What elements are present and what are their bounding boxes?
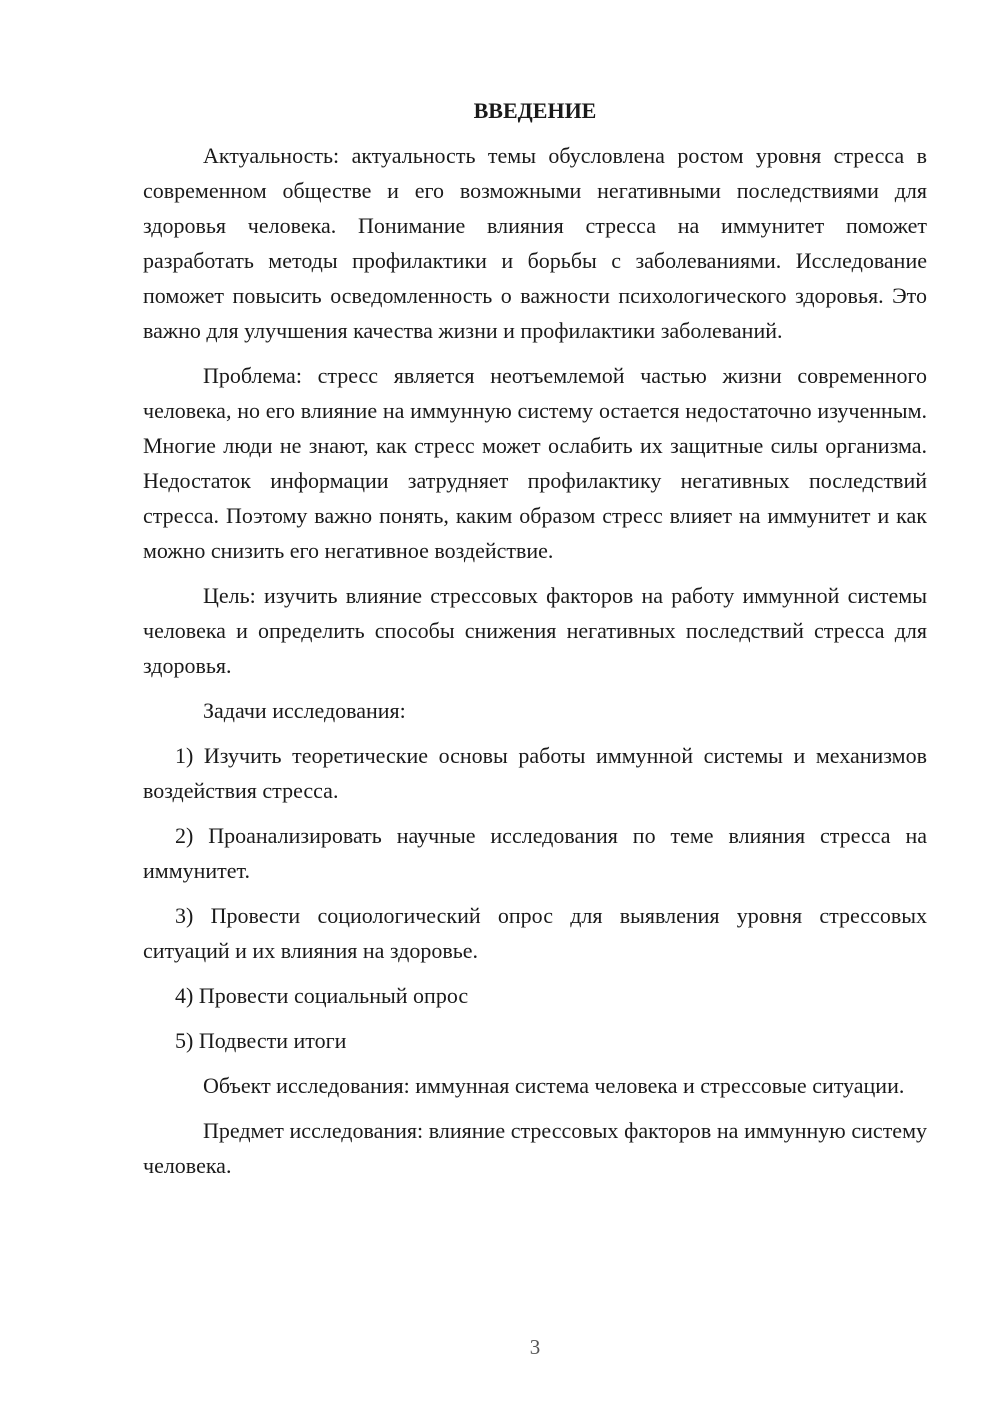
paragraph-problem: Проблема: стресс является неотъемлемой частью жизни современного человека, но его влияние на иммунную систему остается недостаточно изученным. Многие люди не знают, как стресс может ослабить их защитные силы организма. Недостаток информации затрудняет профилактику негативных последствий стресса. Поэтому важно понять, каким образом стресс влияет на иммунитет и как можно снизить его негативное воздействие.: [143, 363, 927, 563]
paragraph-object: Объект исследования: иммунная система человека и стрессовые ситуации.: [203, 1073, 905, 1098]
paragraph-subject: Предмет исследования: влияние стрессовых факторов на иммунную систему человека.: [143, 1118, 927, 1178]
task-item-2: 2) Проанализировать научные исследования по теме влияния стресса на иммунитет.: [143, 823, 927, 883]
page-number: 3: [529, 1335, 541, 1359]
task-item-4: 4) Провести социальный опрос: [175, 983, 469, 1008]
task-item-3: 3) Провести социологический опрос для выявления уровня стрессовых ситуаций и их влияния на здоровье.: [143, 903, 927, 963]
tasks-title: Задачи исследования:: [203, 698, 406, 723]
paragraph-goal: Цель: изучить влияние стрессовых факторов на работу иммунной системы человека и определить способы снижения негативных последствий стресса для здоровья.: [143, 583, 927, 678]
document-body: [143, 96, 927, 1193]
page-heading: ВВЕДЕНИЕ: [473, 98, 597, 123]
task-item-5: 5) Подвести итоги: [175, 1028, 347, 1053]
paragraph-relevance: Актуальность: актуальность темы обусловлена ростом уровня стресса в современном обществе и его возможными негативными последствиями для здоровья человека. Понимание влияния стресса на иммунитет поможет разработать методы профилактики и борьбы с заболеваниями. Исследование поможет повысить осведомленность о важности психологического здоровья. Это важно для улучшения качества жизни и профилактики заболеваний.: [143, 143, 927, 343]
task-item-1: 1) Изучить теоретические основы работы иммунной системы и механизмов воздействия стресса.: [143, 743, 927, 803]
